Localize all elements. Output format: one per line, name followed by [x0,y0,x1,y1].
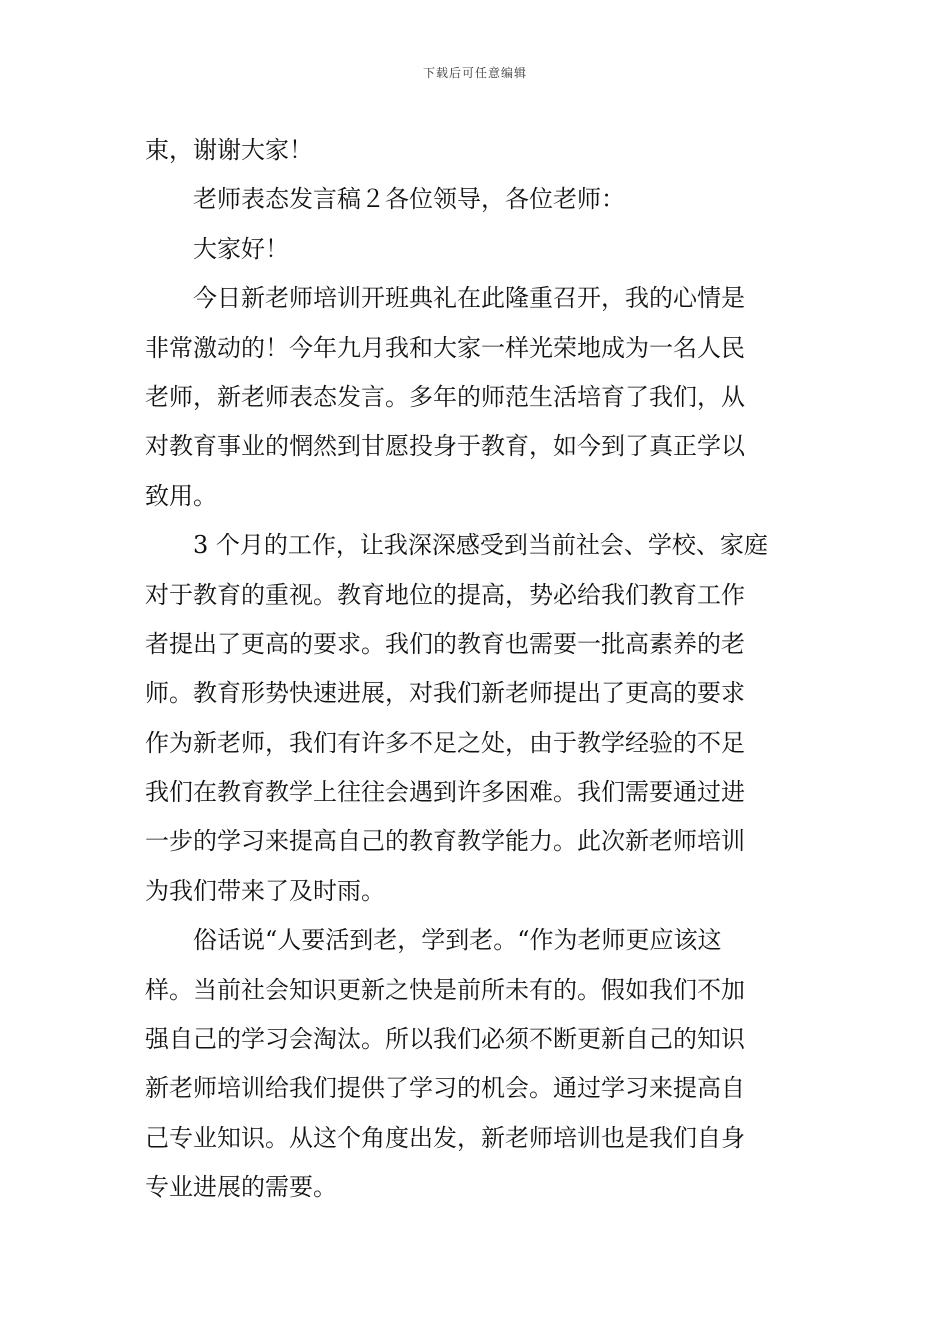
text-line: 我们在教育教学上往往会遇到许多困难。我们需要通过进 [145,778,745,807]
text-line: 致用。 [145,481,217,510]
text-line: 为我们带来了及时雨。 [145,876,385,905]
text-line: 束，谢谢大家！ [145,136,313,164]
text-line: 样。当前社会知识更新之快是前所未有的。假如我们不加 [145,975,745,1004]
text-line: 一步的学习来提高自己的教育教学能力。此次新老师培训 [145,827,745,856]
text-line: 作为新老师，我们有许多不足之处，由于教学经验的不足 [145,728,745,757]
text-line: 强自己的学习会淘汰。所以我们必须不断更新自己的知识 [145,1025,745,1054]
text-line: 师。教育形势快速进展，对我们新老师提出了更高的要求 [145,679,745,708]
document-body [145,126,807,1213]
text-line: 老师，新老师表态发言。多年的师范生活培育了我们，从 [145,382,745,411]
text-line: 对教育事业的惘然到甘愿投身于教育，如今到了真正学以 [145,432,745,461]
text-line: 非常激动的！今年九月我和大家一样光荣地成为一名人民 [145,333,745,362]
text-line: 3 个月的工作，让我深深感受到当前社会、学校、家庭 [193,531,768,560]
text-line: 专业进展的需要。 [145,1173,337,1202]
text-line: 己专业知识。从这个角度出发，新老师培训也是我们自身 [145,1123,745,1152]
page-header: 下载后可任意编辑 [422,66,527,80]
text-line: 新老师培训给我们提供了学习的机会。通过学习来提高自 [145,1074,745,1103]
text-line: 今日新老师培训开班典礼在此隆重召开，我的心情是 [193,284,745,313]
text-line: 老师表态发言稿２各位领导，各位老师： [193,185,625,214]
text-line: 大家好！ [193,234,289,263]
text-line: 对于教育的重视。教育地位的提高，势必给我们教育工作 [145,580,745,609]
text-line: 者提出了更高的要求。我们的教育也需要一批高素养的老 [145,629,745,658]
text-line: 俗话说“人要活到老，学到老。“作为老师更应该这 [193,926,722,955]
